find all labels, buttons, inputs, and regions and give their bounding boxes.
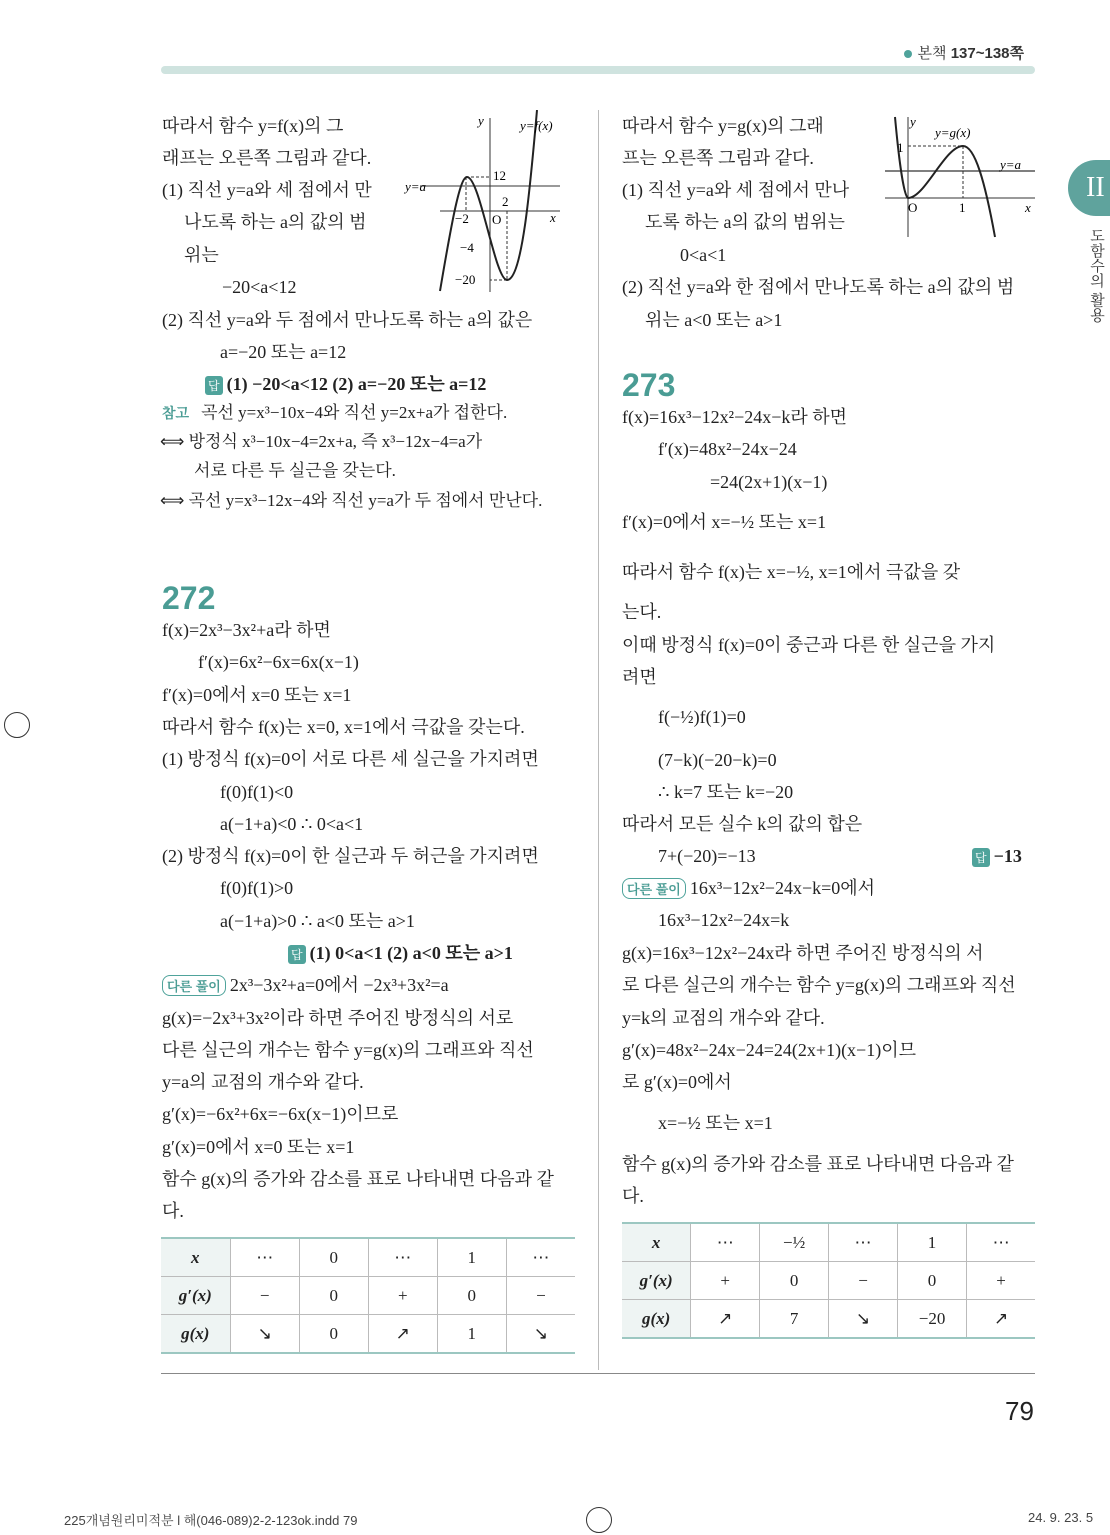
table-cell: ⋯ bbox=[368, 1238, 437, 1277]
note-line bbox=[162, 402, 507, 424]
table-cell: ⋯ bbox=[506, 1238, 575, 1277]
row-header: g(x) bbox=[622, 1300, 691, 1339]
page-reference bbox=[904, 42, 1024, 63]
table-cell: ↗ bbox=[967, 1300, 1035, 1339]
text-line: =24(2x+1)(x−1) bbox=[710, 472, 828, 492]
line-label: y=a bbox=[1000, 157, 1022, 172]
text-line: y=k의 교점의 개수와 같다. bbox=[622, 1008, 825, 1028]
text-line: g(x)=−2x³+3x²이라 하면 주어진 방정식의 서로 bbox=[162, 1008, 514, 1028]
text-line: 따라서 함수 y=f(x)의 그 bbox=[162, 116, 344, 136]
alt-text: 16x³−12x²−24x−k=0에서 bbox=[689, 878, 876, 898]
text-line: f(x)=2x³−3x²+a라 하면 bbox=[162, 620, 331, 640]
alt-solution-badge: 다른 풀이 bbox=[622, 878, 686, 899]
row-header: g(x) bbox=[161, 1315, 230, 1354]
table-cell: ⋯ bbox=[967, 1223, 1035, 1262]
text-line: (1) 직선 y=a와 세 점에서 만나 bbox=[622, 180, 850, 200]
note-line: 서로 다른 두 실근을 갖는다. bbox=[194, 461, 396, 480]
text-line: (2) 직선 y=a와 한 점에서 만나도록 하는 a의 값의 범 bbox=[622, 277, 1015, 297]
registration-mark-icon bbox=[586, 1507, 612, 1533]
alt-solution-badge: 다른 풀이 bbox=[162, 975, 226, 996]
text-line: 따라서 모든 실수 k의 값의 합은 bbox=[622, 814, 863, 834]
text-line: 로 g′(x)=0에서 bbox=[622, 1072, 732, 1092]
row-header: x bbox=[622, 1223, 691, 1262]
axis-y-label: y bbox=[910, 114, 916, 129]
table-row bbox=[161, 1315, 575, 1354]
variation-table-272 bbox=[161, 1237, 575, 1354]
text-line: 0<a<1 bbox=[680, 245, 727, 265]
answer-badge: 답 bbox=[972, 848, 990, 867]
header-bar bbox=[161, 66, 1035, 74]
footer-rule bbox=[161, 1373, 1035, 1374]
table-cell: ⋯ bbox=[691, 1223, 760, 1262]
note-text: 곡선 y=x³−10x−4와 직선 y=2x+a가 접한다. bbox=[201, 403, 508, 422]
text-line: 로 다른 실근의 개수는 함수 y=g(x)의 그래프와 직선 bbox=[622, 975, 1016, 995]
answer-badge: 답 bbox=[205, 376, 223, 395]
tick-m2: −2 bbox=[455, 211, 469, 226]
row-header: g′(x) bbox=[161, 1277, 230, 1315]
text-line: f′(x)=48x²−24x−24 bbox=[658, 439, 797, 459]
table-cell: + bbox=[368, 1277, 437, 1315]
table-cell: − bbox=[829, 1262, 898, 1300]
graph-f bbox=[400, 110, 590, 300]
text-line: 려면 bbox=[622, 667, 657, 687]
graph-func-label: y=g(x) bbox=[935, 125, 971, 140]
text-line: −20<a<12 bbox=[222, 277, 297, 297]
page-number: 79 bbox=[1005, 1396, 1034, 1426]
origin-label: O bbox=[492, 212, 502, 227]
line-label: y=a bbox=[405, 179, 427, 194]
axis-y-label: y bbox=[478, 113, 484, 128]
answer-badge: 답 bbox=[288, 945, 306, 964]
table-row bbox=[622, 1223, 1035, 1262]
table-cell: 1 bbox=[437, 1315, 506, 1354]
table-cell: − bbox=[230, 1277, 299, 1315]
table-cell: ⋯ bbox=[829, 1223, 898, 1262]
table-cell: ↘ bbox=[829, 1300, 898, 1339]
origin-label: O bbox=[908, 200, 918, 215]
text-line: 함수 g(x)의 증가와 감소를 표로 나타내면 다음과 같 bbox=[162, 1169, 554, 1189]
chapter-tab: II bbox=[1068, 160, 1110, 216]
table-cell: 0 bbox=[299, 1315, 368, 1354]
text-line: 위는 bbox=[184, 245, 219, 265]
answer-text: −13 bbox=[993, 846, 1022, 866]
table-cell: −½ bbox=[760, 1223, 829, 1262]
text-line: 다. bbox=[162, 1201, 184, 1221]
tick-12: 12 bbox=[493, 168, 506, 183]
axis-x-label: x bbox=[1025, 200, 1031, 215]
text-line: (7−k)(−20−k)=0 bbox=[658, 750, 777, 770]
ref-pages: 137~138쪽 bbox=[950, 45, 1024, 62]
table-row bbox=[161, 1277, 575, 1315]
alt-line bbox=[622, 877, 875, 899]
text-line: g(x)=16x³−12x²−24x라 하면 주어진 방정식의 서 bbox=[622, 943, 984, 963]
table-cell: ↘ bbox=[506, 1315, 575, 1354]
table-row bbox=[622, 1262, 1035, 1300]
registration-mark-icon bbox=[4, 712, 30, 738]
answer-text: (1) 0<a<1 (2) a<0 또는 a>1 bbox=[309, 943, 513, 963]
table-cell: + bbox=[967, 1262, 1035, 1300]
text-line: a(−1+a)>0 ∴ a<0 또는 a>1 bbox=[220, 911, 415, 931]
text-line: 도록 하는 a의 값의 범위는 bbox=[645, 212, 845, 232]
text-line: f(0)f(1)>0 bbox=[220, 878, 294, 898]
table-cell: + bbox=[691, 1262, 760, 1300]
table-row bbox=[161, 1238, 575, 1277]
tick-m20: −20 bbox=[455, 272, 476, 287]
text-line: g′(x)=0에서 x=0 또는 x=1 bbox=[162, 1137, 355, 1157]
table-cell: 7 bbox=[760, 1300, 829, 1339]
alt-line bbox=[162, 974, 449, 996]
table-cell: ⋯ bbox=[230, 1238, 299, 1277]
text-line: g′(x)=−6x²+6x=−6x(x−1)이므로 bbox=[162, 1104, 399, 1124]
tick-y1: 1 bbox=[897, 140, 904, 155]
tick-m4: −4 bbox=[460, 240, 474, 255]
row-header: x bbox=[161, 1238, 230, 1277]
bullet-icon bbox=[904, 50, 912, 58]
text-line: 나도록 하는 a의 값의 범 bbox=[184, 212, 367, 232]
table-cell: 0 bbox=[299, 1277, 368, 1315]
table-cell: − bbox=[506, 1277, 575, 1315]
variation-table-273 bbox=[622, 1222, 1035, 1339]
table-cell: 0 bbox=[437, 1277, 506, 1315]
text-line: ∴ k=7 또는 k=−20 bbox=[658, 782, 794, 802]
text-line: 16x³−12x²−24x=k bbox=[658, 910, 790, 930]
alt-text: 2x³−3x²+a=0에서 −2x³+3x²=a bbox=[229, 975, 449, 995]
table-cell: 1 bbox=[897, 1223, 966, 1262]
text-line: 따라서 함수 f(x)는 x=0, x=1에서 극값을 갖는다. bbox=[162, 717, 525, 737]
table-cell: −20 bbox=[897, 1300, 966, 1339]
text-line: f(−½)f(1)=0 bbox=[658, 707, 746, 727]
row-header: g′(x) bbox=[622, 1262, 691, 1300]
table-cell: 0 bbox=[760, 1262, 829, 1300]
text-line: y=a의 교점의 개수와 같다. bbox=[162, 1072, 364, 1092]
answer-text: (1) −20<a<12 (2) a=−20 또는 a=12 bbox=[226, 374, 487, 394]
text-line: 프는 오른쪽 그림과 같다. bbox=[622, 148, 814, 168]
text-line: f′(x)=6x²−6x=6x(x−1) bbox=[198, 652, 359, 672]
column-divider bbox=[598, 110, 599, 1370]
chapter-title: 도함수의 활용 bbox=[1088, 228, 1105, 323]
text-line: f(x)=16x³−12x²−24x−k라 하면 bbox=[622, 407, 848, 427]
text-line: 따라서 함수 y=g(x)의 그래 bbox=[622, 116, 824, 136]
note-label: 참고 bbox=[162, 405, 190, 421]
text-line: (1) 방정식 f(x)=0이 서로 다른 세 실근을 가지려면 bbox=[162, 749, 539, 769]
axis-x-label: x bbox=[550, 210, 556, 225]
text-line: x=−½ 또는 x=1 bbox=[658, 1113, 773, 1133]
text-line: f′(x)=0에서 x=−½ 또는 x=1 bbox=[622, 512, 827, 532]
problem-number: 272 bbox=[162, 580, 216, 616]
text-line: (2) 방정식 f(x)=0이 한 실근과 두 허근을 가지려면 bbox=[162, 846, 539, 866]
problem-number: 273 bbox=[622, 367, 676, 403]
footer-date: 24. 9. 23. 5 bbox=[1028, 1510, 1094, 1525]
text-line: g′(x)=48x²−24x−24=24(2x+1)(x−1)이므 bbox=[622, 1040, 916, 1060]
text-line: f′(x)=0에서 x=0 또는 x=1 bbox=[162, 685, 352, 705]
text-line: 위는 a<0 또는 a>1 bbox=[645, 310, 783, 330]
tick-x1: 1 bbox=[959, 200, 966, 215]
text-line: 함수 g(x)의 증가와 감소를 표로 나타내면 다음과 같 bbox=[622, 1154, 1014, 1174]
text-line: a(−1+a)<0 ∴ 0<a<1 bbox=[220, 814, 364, 834]
footer-file: 225개념원리미적분 l 해(046-089)2-2-123ok.indd 79 bbox=[64, 1513, 358, 1528]
table-cell: ↗ bbox=[691, 1300, 760, 1339]
tick-2: 2 bbox=[502, 194, 509, 209]
table-cell: ↗ bbox=[368, 1315, 437, 1354]
table-cell: 0 bbox=[299, 1238, 368, 1277]
text-line: 래프는 오른쪽 그림과 같다. bbox=[162, 148, 372, 168]
answer-line bbox=[205, 373, 486, 395]
graph-func-label: y=f(x) bbox=[520, 118, 553, 133]
answer-line bbox=[972, 845, 1022, 867]
table-row bbox=[622, 1300, 1035, 1339]
text-line: 다. bbox=[622, 1186, 644, 1206]
graph-g bbox=[885, 112, 1040, 242]
text-line: a=−20 또는 a=12 bbox=[220, 342, 347, 362]
text-line: 7+(−20)=−13 bbox=[658, 846, 756, 866]
table-cell: ↘ bbox=[230, 1315, 299, 1354]
ref-label: 본책 bbox=[917, 45, 947, 62]
note-line: ⟺ 방정식 x³−10x−4=2x+a, 즉 x³−12x−4=a가 bbox=[160, 432, 483, 451]
text-line: 이때 방정식 f(x)=0이 중근과 다른 한 실근을 가지 bbox=[622, 635, 996, 655]
text-line: (2) 직선 y=a와 두 점에서 만나도록 하는 a의 값은 bbox=[162, 310, 533, 330]
answer-line bbox=[288, 942, 513, 964]
text-line: f(0)f(1)<0 bbox=[220, 782, 294, 802]
text-line: 는다. bbox=[622, 602, 662, 622]
text-line: (1) 직선 y=a와 세 점에서 만 bbox=[162, 180, 372, 200]
note-line: ⟺ 곡선 y=x³−12x−4와 직선 y=a가 두 점에서 만난다. bbox=[160, 491, 543, 510]
text-line: 따라서 함수 f(x)는 x=−½, x=1에서 극값을 갖 bbox=[622, 562, 961, 582]
text-line: 다른 실근의 개수는 함수 y=g(x)의 그래프와 직선 bbox=[162, 1040, 534, 1060]
table-cell: 0 bbox=[897, 1262, 966, 1300]
table-cell: 1 bbox=[437, 1238, 506, 1277]
